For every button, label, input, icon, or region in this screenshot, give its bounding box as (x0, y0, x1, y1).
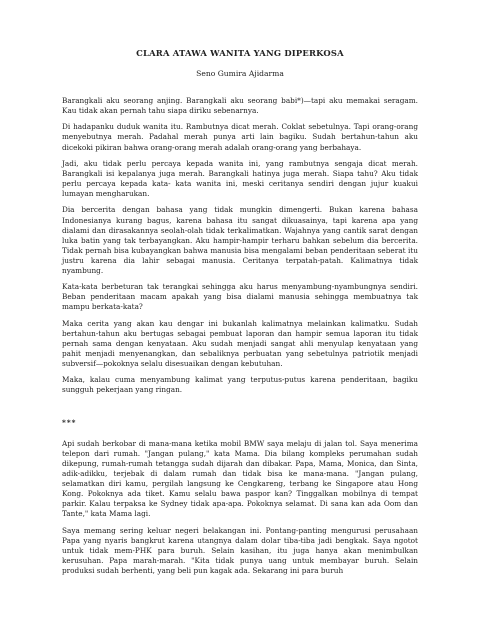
paragraph: Barangkali aku seorang anjing. Barangkali aku seorang babi*)—tapi aku memakai seragam. Kau tidak akan pernah tahu siapa diriku sebenarnya. (62, 96, 418, 116)
paragraph: Maka, kalau cuma menyambung kalimat yang terputus-putus karena penderitaan, bagiku sungguh pekerjaan yang ringan. (62, 375, 418, 395)
section-separator: *** (62, 417, 77, 427)
paragraph: Kata-kata berbeturan tak terangkai sehingga aku harus menyambung-nyambungnya sendiri. Beban penderitaan macam apakah yang bisa dialami manusia sehingga membuatnya tak mampu berkata-kata? (62, 282, 418, 312)
paragraph: Api sudah berkobar di mana-mana ketika mobil BMW saya melaju di jalan tol. Saya menerima telepon dari rumah. "Jangan pulang," kata Mama. Dia bilang kompleks perumahan sudah dikepung, rumah-rumah tetangga sudah dijarah dan dibakar. Papa, Mama, Monica, dan Sinta, adik-adikku, terjebak di dalam rumah dan tidak bisa ke mana-mana. "Jangan pulang, selamatkan diri kamu, pergilah langsung ke Cengkareng, terbang ke Singapore atau Hong Kong. Pokoknya ada tiket. Kamu selalu bawa paspor kan? Tinggalkan mobilnya di tempat parkir. Kalau terpaksa ke Sydney tidak apa-apa. Pokoknya selamat. Di sana kan ada Oom dan Tante," kata Mama lagi. (62, 438, 418, 519)
paragraph: Di hadapanku duduk wanita itu. Rambutnya dicat merah. Coklat sebetulnya. Tapi orang-orang menyebutnya merah. Padahal merah punya arti lain bagiku. Sudah bertahun-tahun aku dicekoki pikiran bahwa orang-orang merah adalah orang-orang yang berbahaya. (62, 122, 418, 152)
paragraph: Jadi, aku tidak perlu percaya kepada wanita ini, yang rambutnya sengaja dicat merah. Barangkali isi kepalanya juga merah. Barangkali hatinya juga merah. Siapa tahu? Aku tidak perlu percaya kepada kata- kata wanita ini, meski ceritanya sendiri dengan jujur kuakui lumayan mengharukan. (62, 158, 418, 199)
paragraph: Saya memang sering keluar negeri belakangan ini. Pontang-panting mengurusi perusahaan Papa yang nyaris bangkrut karena utangnya dalam dolar tiba-tiba jadi bengkak. Saya ngotot untuk tidak mem-PHK para buruh. Selain kasihan, itu juga hanya akan menimbulkan kerusuhan. Papa marah-marah. "Kita tidak punya uang untuk membayar buruh. Selain produksi sudah berhenti, yang beli pun kagak ada. Sekarang ini para buruh (62, 525, 418, 575)
paragraph: Maka cerita yang akan kau dengar ini bukanlah kalimatnya melainkan kalimatku. Sudah bertahun-tahun aku bertugas sebagai pembuat laporan dan hampir semua laporan itu tidak pernah sama dengan kenyataan. Aku sudah menjadi sangat ahli menyulap kenyataan yang pahit menjadi menyenangkan, dan sebaliknya perbuatan yang sebetulnya patriotik menjadi subversif—pokoknya selalu disesuaikan dengan kebutuhan. (62, 318, 418, 369)
paragraph: Dia bercerita dengan bahasa yang tidak mungkin dimengerti. Bukan karena bahasa Indonesianya kurang bagus, karena bahasa itu sangat dikuasainya, tapi karena apa yang dialami dan dirasakannya seolah-olah tidak terkalimatkan. Wajahnya yang cantik sarat dengan luka batin yang tak terbayangkan. Aku hampir-hampir terharu bahkan sebelum dia bercerita. Tidak pernah bisa kubayangkan bahwa manusia bisa mengalami beban penderitaan seberat itu justru karena dia lahir sebagai manusia. Ceritanya terpatah-patah. Kalimatnya tidak nyambung. (62, 205, 418, 275)
author-name: Seno Gumira Ajidarma (196, 69, 284, 78)
document-title: CLARA ATAWA WANITA YANG DIPERKOSA (136, 48, 344, 58)
